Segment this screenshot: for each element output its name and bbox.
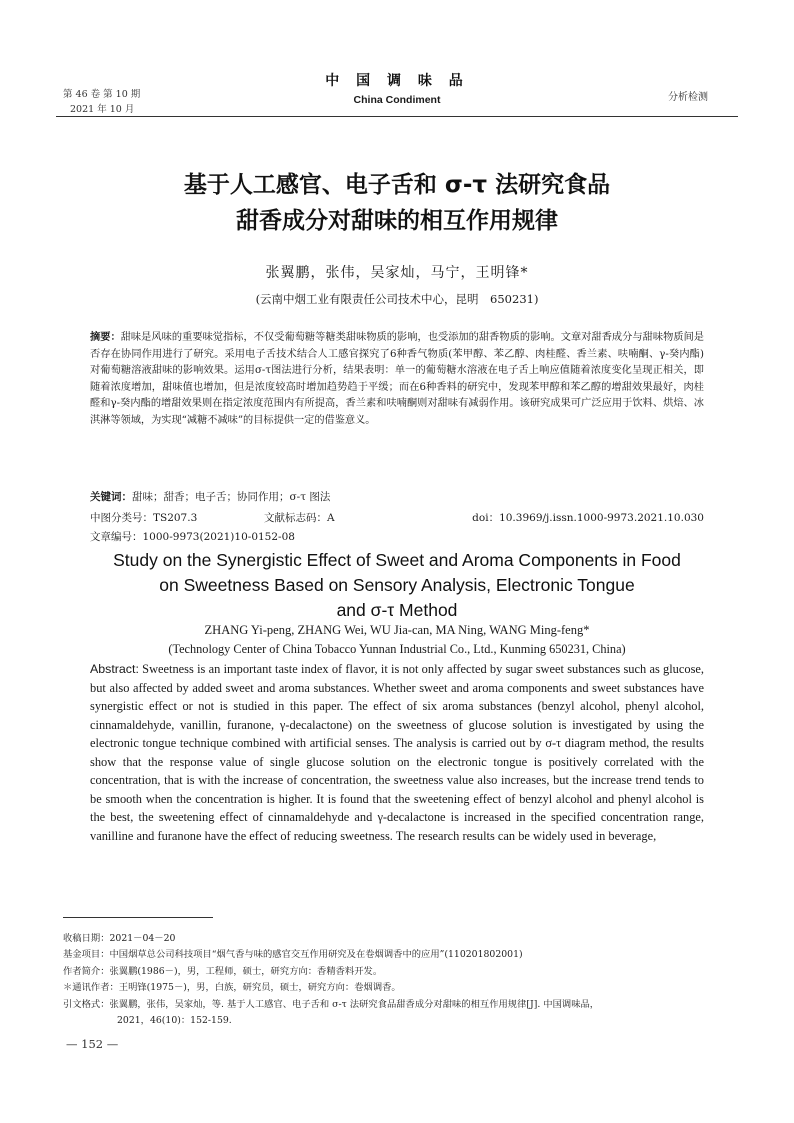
article-title-en: [60, 548, 734, 623]
journal-masthead: [297, 70, 497, 106]
header-divider: [56, 116, 738, 117]
abstract-en: [90, 660, 704, 845]
running-header-issue: [63, 87, 140, 117]
fund-project: 基金项目：中国烟草总公司科技项目“烟气香与味的感官交互作用研究及在卷烟调香中的应用”(110201802001): [63, 949, 523, 961]
affiliation-cn: (云南中烟工业有限责任公司技术中心，昆明 650231): [255, 292, 539, 306]
affiliation-en: (Technology Center of China Tobacco Yunnan Industrial Co., Ltd., Kunming 650231, China): [168, 642, 626, 656]
citation-format: 引文格式：张翼鹏，张伟，吴家灿，等. 基于人工感官、电子舌和 σ-τ 法研究食品甜香成分对甜味的相互作用规律[J]. 中国调味品，: [63, 998, 600, 1010]
abstract-label-cn: 摘要：: [90, 332, 121, 343]
author-bio: 作者简介：张翼鹏(1986－)，男，工程师，硕士，研究方向：香精香料开发。: [63, 965, 383, 977]
keywords-text: 甜味；甜香；电子舌；协同作用；σ-τ 图法: [132, 491, 331, 503]
title-line-1: 基于人工感官、电子舌和 σ-τ 法研究食品: [183, 172, 611, 198]
journal-name-en: China Condiment: [353, 94, 441, 106]
journal-name-cn: 中 国 调 味 品: [325, 73, 469, 89]
title-line-2: 甜香成分对甜味的相互作用规律: [236, 208, 558, 234]
en-title-line-2: on Sweetness Based on Sensory Analysis, Electronic Tongue: [159, 575, 635, 595]
abstract-text-en: Sweetness is an important taste index of flavor, it is not only affected by sugar sweet substances such as glucose, but also affected by added sweet and aroma substances. Whether sweet and aroma components and sweet substances have synergistic effect or not is studied in this paper. The effect of six aroma substances (benzyl alcohol, phenyl alcohol, cinnamaldehyde, vanillin, furanone, γ-decalactone) on the sweetness of glucose solution is investigated by using the electronic tongue technique combined with artificial senses. The analysis is carried out by σ-τ diagram method, the results show that the response value of single glucose solution on the electronic tongue is positively correlated with the concentration, that is with the increase of concentration, the sweetness value also increases, but the increase trend tends to be smooth when the concentration is higher. It is found that the sweetening effect of benzyl alcohol and phenyl alcohol is the best, the sweetening effect of cinnamaldehyde and γ-decalactone is increased in the specified concentration range, vanilline and furanone have the effect of reducing sweetness. The research results can be widely used in beverage,: [90, 662, 704, 843]
footnotes: [63, 931, 734, 1029]
keywords-label: 关键词：: [90, 491, 132, 503]
keywords-cn: [90, 489, 704, 504]
page-number: — 152 —: [66, 1037, 119, 1051]
author-list-cn: 张翼鹏，张伟，吴家灿，马宁，王明锋*: [265, 265, 529, 281]
author-list-en: ZHANG Yi-peng, ZHANG Wei, WU Jia-can, MA Ning, WANG Ming-feng*: [204, 623, 590, 637]
issue-date: 2021 年 10 月: [70, 104, 135, 115]
abstract-text-cn: 甜味是风味的重要味觉指标，不仅受葡萄糖等糖类甜味物质的影响，也受添加的甜香物质的影响。文章对甜香成分与甜味物质间是否存在协同作用进行了研究。采用电子舌技术结合人工感官探究了6种香气物质(苯甲醇、苯乙醇、肉桂醛、香兰素、呋喃酮、γ-癸内酯)对葡萄糖溶液甜味的影响效果。运用σ-τ图法进行分析，结果表明：单一的葡萄糖水溶液在电子舌上响应值随着浓度变化呈现正相关，即随着浓度增加，甜味值也增加，但是浓度较高时增加趋势趋于平缓；而在6种香料的研究中，发现苯甲醇和苯乙醇的增甜效果最好，肉桂醛和γ-癸内酯的增甜效果则在指定浓度范围内有所提高，香兰素和呋喃酮则对甜味有减弱作用。该研究成果可广泛应用于饮料、烘焙、冰淇淋等领域，为实现“减糖不减味”的目标提供一定的借鉴意义。: [90, 332, 704, 426]
corresponding-author: ＊通讯作者：王明锋(1975－)，男，白族，研究员，硕士，研究方向：卷烟调香。: [63, 982, 401, 994]
abstract-label-en: Abstract:: [90, 662, 139, 676]
document-code: 文献标志码：A: [264, 512, 335, 524]
en-title-line-1: Study on the Synergistic Effect of Sweet and Aroma Components in Food: [113, 550, 681, 570]
article-title-cn: [60, 167, 734, 239]
section-name: 分析检测: [668, 92, 708, 103]
article-number: 文章编号：1000-9973(2021)10-0152-08: [90, 531, 295, 543]
received-date: 收稿日期：2021－04－20: [63, 933, 176, 944]
citation-format-cont: 2021，46(10)：152-159.: [117, 1015, 232, 1027]
doi: doi：10.3969/j.issn.1000-9973.2021.10.030: [472, 512, 704, 524]
clc-number: 中图分类号：TS207.3: [90, 512, 198, 524]
footnote-divider: [63, 917, 213, 918]
abstract-cn: [90, 330, 704, 430]
volume-issue: 第 46 卷 第 10 期: [63, 89, 141, 100]
en-title-line-3: and σ-τ Method: [336, 600, 458, 620]
